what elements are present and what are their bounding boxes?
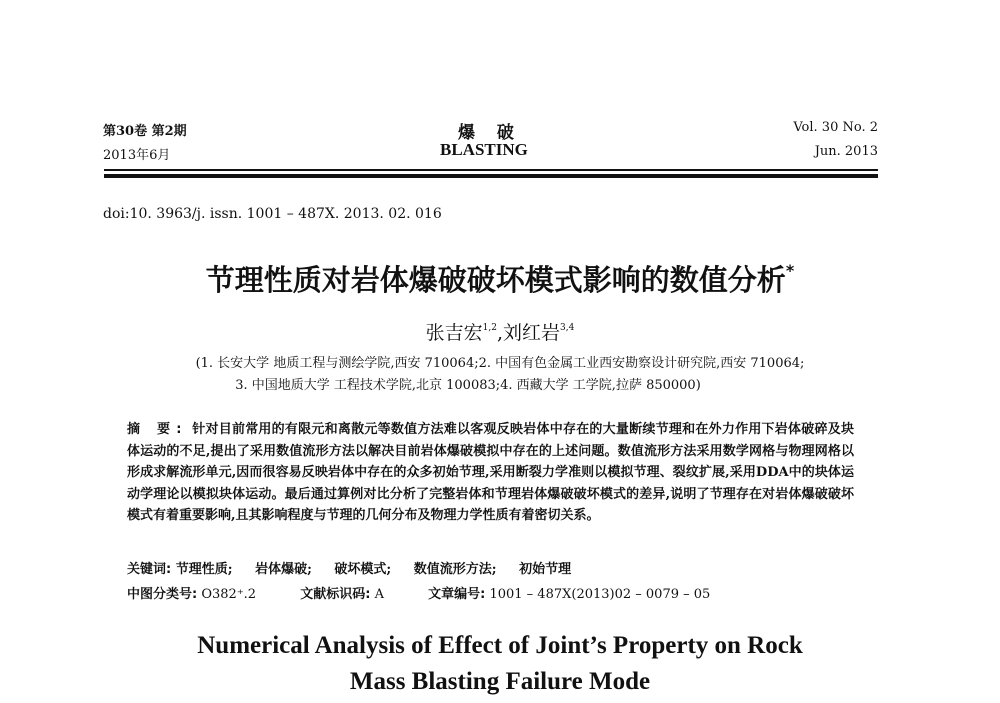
header-rule-top	[104, 169, 878, 171]
issue-date-en: Jun. 2013	[814, 144, 878, 159]
doc-code-value: A	[374, 587, 384, 602]
author-name: 刘红岩	[503, 322, 561, 344]
author-affiliation-sup: 1,2	[482, 323, 497, 333]
keyword: 破坏模式;	[334, 562, 392, 577]
keywords	[127, 558, 589, 577]
affiliation-line-1: (1. 长安大学 地质工程与测绘学院,西安 710064;2. 中国有色金属工业西安勘察设计研究院,西安 710064;	[195, 356, 805, 371]
clc-label: 中图分类号:	[127, 587, 198, 602]
keyword: 数值流形方法;	[413, 562, 497, 577]
article-number-value: 1001 – 487X(2013)02 – 0079 – 05	[489, 587, 711, 602]
author-name: 张吉宏	[425, 322, 483, 344]
title-en-line-1: Numerical Analysis of Effect of Joint’s Property on Rock	[197, 632, 803, 659]
volume-number-en: Vol. 30 No. 2	[793, 120, 878, 135]
clc-value: O382⁺.2	[201, 587, 257, 602]
title-cn-text: 节理性质对岩体爆破破坏模式影响的数值分析	[205, 263, 786, 297]
abstract	[127, 419, 854, 527]
article-number-label: 文章编号:	[428, 587, 486, 602]
doi: doi:10. 3963/j. issn. 1001 – 487X. 2013. 02. 016	[103, 206, 442, 222]
author-separator: ,	[496, 322, 504, 344]
volume-issue: 第30卷 第2期	[103, 124, 187, 139]
title-en-line-2: Mass Blasting Failure Mode	[349, 668, 651, 695]
abstract-label: 摘 要:	[127, 422, 188, 437]
keyword: 节理性质;	[175, 562, 233, 577]
journal-name-en: BLASTING	[440, 140, 528, 159]
journal-name-cn: 爆 破	[458, 123, 522, 143]
classification-line	[127, 583, 710, 602]
abstract-text: 针对目前常用的有限元和离散元等数值方法难以客观反映岩体中存在的大量断续节理和在外力作用下岩体破碎及块体运动的不足,提出了采用数值流形方法以解决目前岩体爆破模拟中存在的上述问题。数值流形方法采用数学网格与物理网格以形成求解流形单元,因而很容易反映岩体中存在的众多初始节理,采用断裂力学准则以模拟节理、裂纹扩展,采用DDA中的块体运动学理论以模拟块体运动。最后通过算例对比分析了完整岩体和节理岩体爆破破坏模式的差异,说明了节理存在对岩体爆破破坏模式有着重要影响,且其影响程度与节理的几何分布及物理力学性质有着密切关系。	[127, 422, 854, 523]
keyword: 岩体爆破;	[255, 562, 312, 577]
authors	[0, 318, 1000, 345]
doc-code-label: 文献标识码:	[300, 587, 371, 602]
title-footnote-marker: *	[785, 261, 795, 280]
title-cn	[0, 258, 1000, 299]
header-rule-bottom	[104, 174, 878, 178]
keywords-label: 关键词:	[127, 562, 172, 577]
affiliation-line-2: 3. 中国地质大学 工程技术学院,北京 100083;4. 西藏大学 工学院,拉萨 850000)	[235, 378, 701, 393]
keyword: 初始节理	[519, 562, 572, 577]
author-affiliation-sup: 3,4	[560, 323, 575, 333]
issue-date-cn: 2013年6月	[103, 148, 171, 163]
title-en	[0, 628, 1000, 700]
